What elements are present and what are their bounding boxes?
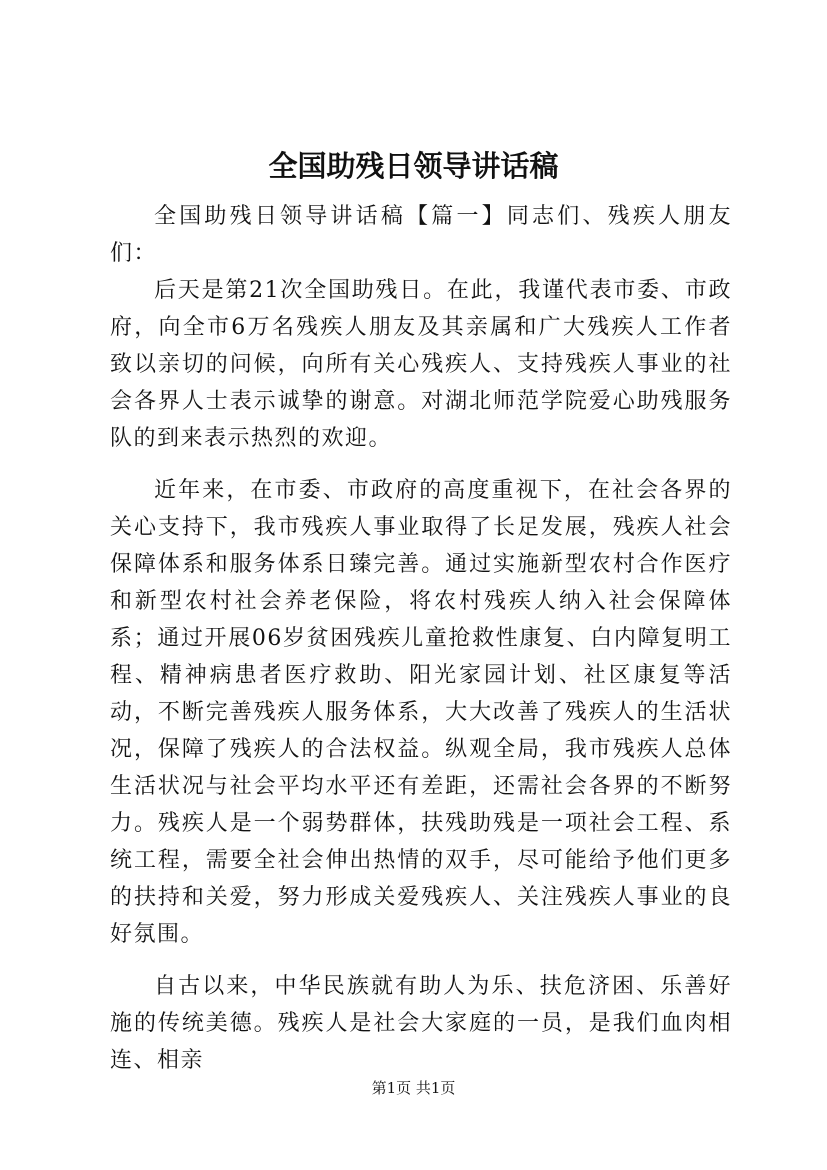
paragraph-tradition: 自古以来，中华民族就有助人为乐、扶危济困、乐善好施的传统美德。残疾人是社会大家庭的一员，是我们血肉相连、相亲 bbox=[110, 974, 732, 1073]
paragraph-intro: 全国助残日领导讲话稿【篇一】同志们、残疾人朋友们： bbox=[110, 204, 732, 266]
document-title: 全国助残日领导讲话稿 bbox=[268, 149, 559, 183]
paragraph-greeting: 后天是第21次全国助残日。在此，我谨代表市委、市政府，向全市6万名残疾人朋友及其亲属和广大残疾人工作者致以亲切的问候，向所有关心残疾人、支持残疾人事业的社会各界人士表示诚挚的谢意。对湖北师范学院爱心助残服务队的到来表示热烈的欢迎。 bbox=[110, 278, 732, 451]
paragraph-progress: 近年来，在市委、市政府的高度重视下，在社会各界的关心支持下，我市残疾人事业取得了长足发展，残疾人社会保障体系和服务体系日臻完善。通过实施新型农村合作医疗和新型农村社会养老保险，将农村残疾人纳入社会保障体系；通过开展06岁贫困残疾儿童抢救性康复、白内障复明工程、精神病患者医疗救助、阳光家园计划、社区康复等活动，不断完善残疾人服务体系，大大改善了残疾人的生活状况，保障了残疾人的合法权益。纵观全局，我市残疾人总体生活状况与社会平均水平还有差距，还需社会各界的不断努力。残疾人是一个弱势群体，扶残助残是一项社会工程、系统工程，需要全社会伸出热情的双手，尽可能给予他们更多的扶持和关爱，努力形成关爱残疾人、关注残疾人事业的良好氛围。 bbox=[110, 478, 732, 947]
page-footer: 第1页 共1页 bbox=[371, 1079, 456, 1097]
document-body bbox=[110, 198, 732, 1079]
